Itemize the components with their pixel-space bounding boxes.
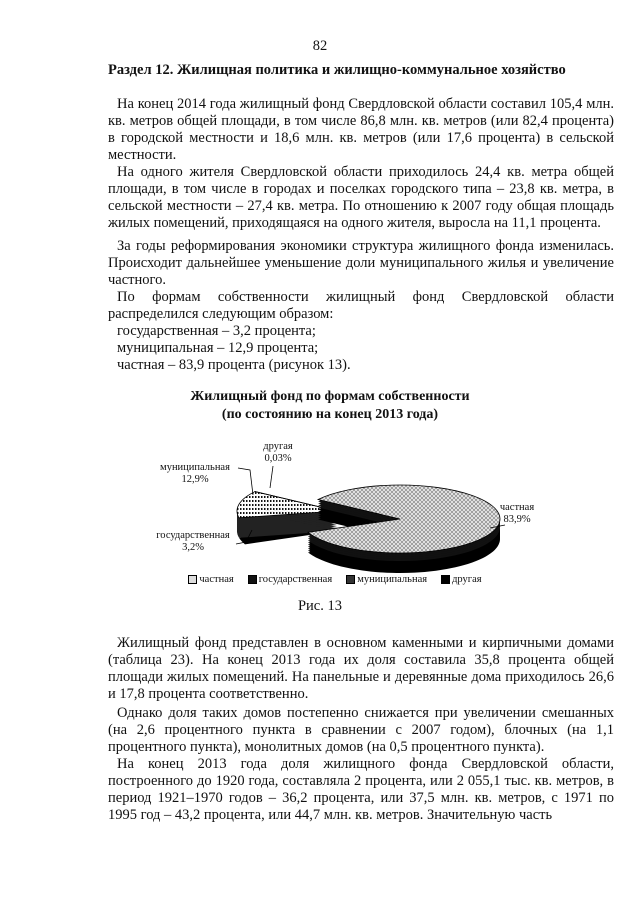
legend-item-other (441, 574, 482, 585)
paragraph: За годы реформирования экономики структура жилищного фонда изменилась. Происходит дальнейшее уменьшение доли муниципального жилья и увеличение частного. (108, 238, 614, 288)
paragraph: Жилищный фонд представлен в основном каменными и кирпичными домами (таблица 23). На конец 2013 года их доля составила 35,8 процента общей площади жилых помещений. На панельные и деревянные дома приходилось 26,6 и 17,8 процента соответственно. (108, 635, 614, 702)
chart-title: Жилищный фонд по формам собственности (190, 389, 470, 404)
page-number: 82 (312, 38, 328, 54)
legend-label: другая (452, 574, 482, 585)
legend-item-state (248, 574, 332, 585)
legend-item-private (188, 574, 233, 585)
list-item: муниципальная – 12,9 процента; (117, 340, 319, 356)
legend-swatch-state (248, 575, 257, 584)
label-private-value: 83,9% (503, 514, 531, 525)
label-municipal-value: 12,9% (181, 474, 209, 485)
label-other-name: другая (263, 441, 293, 452)
legend-swatch-private (188, 575, 197, 584)
legend-item-municipal (346, 574, 427, 585)
label-private-name: частная (499, 502, 535, 513)
label-other-value: 0,03% (264, 453, 292, 464)
label-state-name: государственная (156, 530, 230, 541)
legend-swatch-municipal (346, 575, 355, 584)
paragraph: На одного жителя Свердловской области приходилось 24,4 кв. метра общей площади, в том числе в городах и поселках городского типа – 23,8 кв. метра, в сельской местности – 27,4 кв. метра. По отношению к 2007 году общая площадь жилых помещений, приходящаяся на одного жителя, выросла на 11,1 процента. (108, 164, 614, 231)
section-heading: Раздел 12. Жилищная политика и жилищно-коммунальное хозяйство (108, 62, 566, 78)
paragraph: На конец 2014 года жилищный фонд Свердловской области составил 105,4 млн. кв. метров общей площади, в том числе 86,8 млн. кв. метров (или 82,4 процента) в городской местности и 18,6 млн. кв. метров (или 17,6 процента) в сельской местности. (108, 96, 614, 163)
list-item: государственная – 3,2 процента; (117, 323, 316, 339)
legend-label: частная (199, 574, 234, 585)
leader-line-other (270, 466, 273, 488)
list-item: частная – 83,9 процента (рисунок 13). (117, 357, 351, 373)
paragraph: Однако доля таких домов постепенно снижается при увеличении смешанных (на 2,6 процентного пункта в сравнении с 2007 годом), блочных (на 1,1 процентного пункта), монолитных домов (на 0,5 процентного пункта). (108, 705, 614, 755)
label-municipal-name: муниципальная (160, 462, 230, 473)
legend-label: государственная (258, 574, 333, 585)
legend-label: муниципальная (357, 574, 428, 585)
paragraph: На конец 2013 года доля жилищного фонда Свердловской области, построенного до 1920 года, составляла 2 процента, или 2 055,1 тыс. кв. метров, в период 1921–1970 годов – 36,2 процента, или 37,5 млн. кв. метров, с 1971 по 1995 год – 43,2 процента, или 44,7 млн. кв. метров. Значительную часть (108, 756, 614, 823)
paragraph: По формам собственности жилищный фонд Свердловской области распределился следующим образом: (108, 289, 614, 322)
figure-caption: Рис. 13 (297, 598, 342, 614)
legend-swatch-other (441, 575, 450, 584)
label-state-value: 3,2% (182, 542, 204, 553)
chart-subtitle: (по состоянию на конец 2013 года) (221, 407, 439, 422)
chart-legend (150, 574, 520, 585)
leader-line-municipal (238, 468, 253, 495)
